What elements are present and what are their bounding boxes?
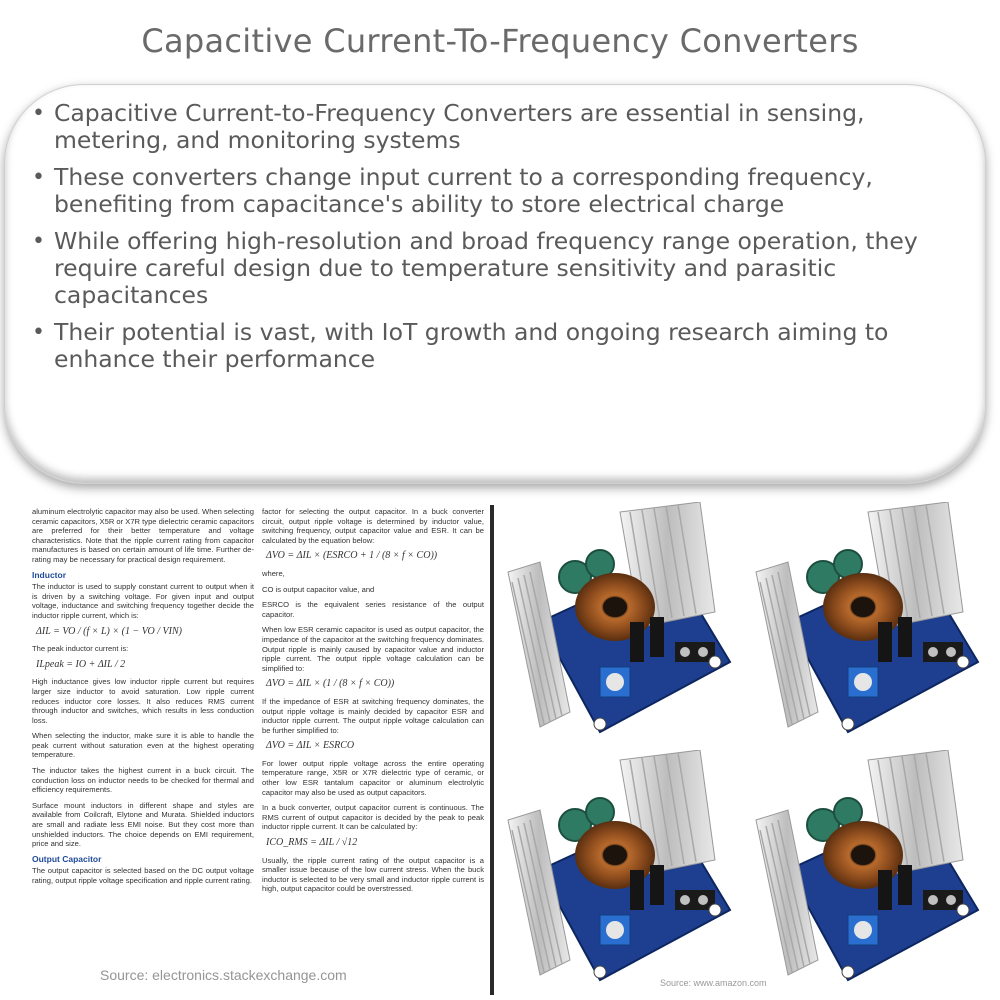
doc-paragraph: When low ESR ceramic capacitor is used as output capacitor, the impedance of the capacitor at the switching frequency dominates. Output ripple is mainly caused by capacitor value and inductor ripple current. The output ripple voltage calculation can be simplified to: xyxy=(262,625,484,673)
converter-board-image xyxy=(500,750,740,990)
doc-paragraph: In a buck converter, output capacitor current is continuous. The RMS current of output capacitor is decided by the peak to peak inductor ripple current. It can be calculated by: xyxy=(262,803,484,832)
bullet-item: • While offering high-resolution and broad frequency range operation, they require careful design due to temperature sensitivity and parasitic capacitances xyxy=(30,228,960,309)
doc-paragraph: Surface mount inductors in different shape and styles are available from Coilcraft, Elytone and Murata. Shielded inductors are small and radiate less EMI noise. But they cost more than unshielded inductors. The choice depends on EMI requirement, price and size. xyxy=(32,800,254,849)
converter-board-image xyxy=(748,750,988,990)
doc-equation: ΔIL = VO / (f × L) × (1 − VO / VIN) xyxy=(36,625,182,637)
doc-paragraph: factor for selecting the output capacitor. In a buck converter circuit, output ripple voltage is determined by inductor value, switching frequency, output capacitor value and ESR. It can be calculated by the equation below: xyxy=(262,507,484,545)
doc-heading-output-capacitor: Output Capacitor xyxy=(32,853,102,864)
doc-paragraph: Usually, the ripple current rating of the output capacitor is a smaller issue because of the low current stress. When the buck inductor is selected to be very small and inductor ripple current is high, output capacitor could be overstressed. xyxy=(262,855,484,894)
document-excerpt-image xyxy=(10,505,494,995)
bullet-item: • Capacitive Current-to-Frequency Converters are essential in sensing, metering, and monitoring systems xyxy=(30,100,960,154)
bullet-item: • These converters change input current to a corresponding frequency, benefiting from capacitance's ability to store electrical charge xyxy=(30,164,960,218)
doc-equation: ΔVO = ΔIL × (1 / (8 × f × CO)) xyxy=(266,678,395,690)
doc-heading-inductor: Inductor xyxy=(32,569,66,580)
doc-equation: ICO_RMS = ΔIL / √12 xyxy=(266,837,358,849)
converter-board-image xyxy=(500,502,740,742)
page-title: Capacitive Current-To-Frequency Converters xyxy=(141,22,859,60)
bullet-list xyxy=(30,100,960,383)
doc-paragraph: The inductor takes the highest current in a buck circuit. The conduction loss on inductor needs to be checked for thermal and efficiency requirements. xyxy=(32,766,254,795)
bullet-item: • Their potential is vast, with IoT growth and ongoing research aiming to enhance their performance xyxy=(30,319,960,373)
doc-paragraph: The peak inductor current is: xyxy=(32,644,129,654)
doc-paragraph: For lower output ripple voltage across the entire operating temperature range, X5R or X7R dielectric type of ceramic, or other low ESR tantalum capacitor or aluminum electrolytic capacitor may also be used as output capacitors. xyxy=(262,758,484,797)
doc-paragraph: aluminum electrolytic capacitor may also be used. When selecting ceramic capacitors, X5R or X7R type dielectric ceramic capacitors are preferred for their better temperature and voltage characteristics. Note that the ripple current rating from capacitor manufactures is based on certain amount of life time. Further de-rating may be necessary for practical design requirement. xyxy=(32,507,254,564)
doc-equation: ΔVO = ΔIL × (ESRCO + 1 / (8 × f × CO)) xyxy=(266,550,438,562)
doc-paragraph: High inductance gives low inductor ripple current but requires larger size inductor to avoid saturation. Low ripple current reduces inductor core losses. It also reduces RMS current through inductor and switches, which results in less conduction loss. xyxy=(32,677,254,725)
document-column-left xyxy=(32,507,254,892)
document-column-right xyxy=(262,507,484,900)
doc-paragraph: where, xyxy=(262,568,285,578)
doc-equation: ΔVO = ΔIL × ESRCO xyxy=(266,740,355,752)
doc-paragraph: The inductor is used to supply constant current to output when it is driven by a switching voltage. For given input and output voltage, inductance and switching frequency together decide the inductor ripple current, which is: xyxy=(32,582,254,620)
doc-equation: ILpeak = IO + ΔIL / 2 xyxy=(36,658,126,670)
doc-paragraph: The output capacitor is selected based on the DC output voltage rating, output ripple voltage specification and ripple current rating. xyxy=(32,866,254,885)
doc-paragraph: If the impedance of ESR at switching frequency dominates, the output ripple voltage is mainly decided by capacitor ESR and inductor ripple current. The output ripple voltage calculation can be further simplified to: xyxy=(262,696,484,735)
doc-paragraph: CO is output capacitor value, and xyxy=(262,584,375,594)
doc-paragraph: ESRCO is the equivalent series resistance of the output capacitor. xyxy=(262,600,484,619)
image-source-caption: Source: www.amazon.com xyxy=(660,978,767,988)
document-source-caption: Source: electronics.stackexchange.com xyxy=(100,967,347,983)
converter-board-image xyxy=(748,502,988,742)
doc-paragraph: When selecting the inductor, make sure it is able to handle the peak current without saturation even at the highest operating temperature. xyxy=(32,731,254,760)
